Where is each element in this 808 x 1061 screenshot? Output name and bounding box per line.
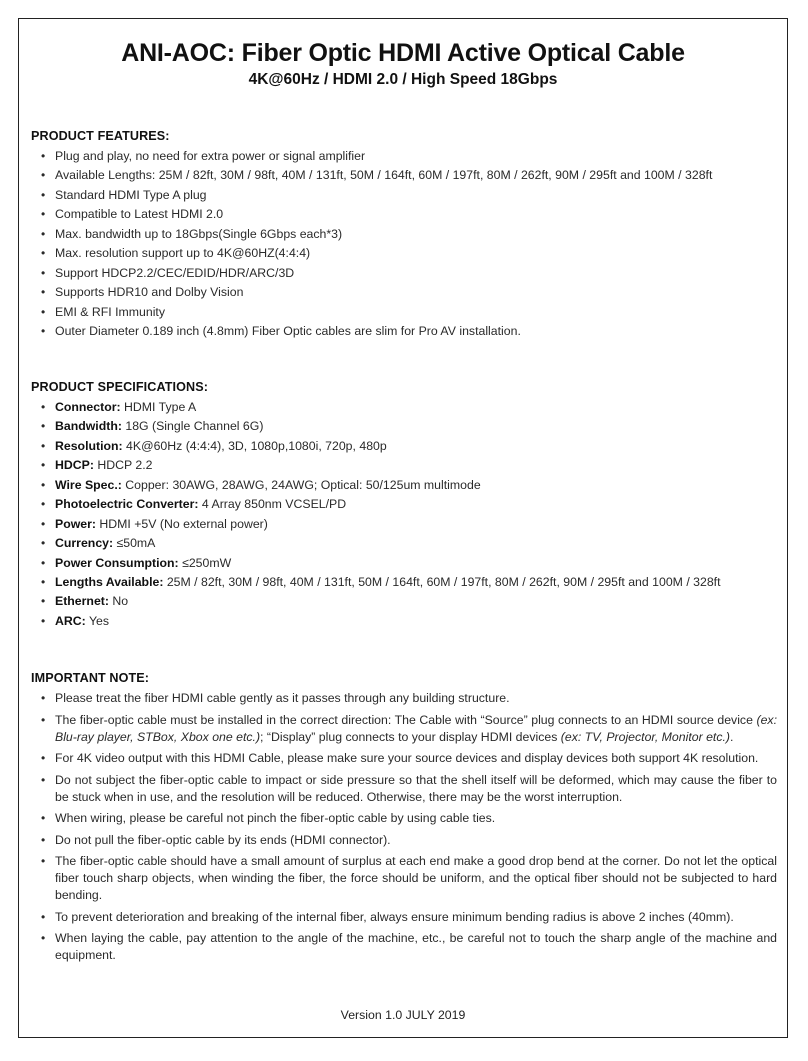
specs-section: [31, 380, 777, 632]
spec-item: [31, 496, 777, 513]
page-title: ANI-AOC: Fiber Optic HDMI Active Optical Cable: [121, 39, 685, 67]
feature-item: • Standard HDMI Type A plug: [31, 187, 777, 204]
spec-value: Copper: 30AWG, 28AWG, 24AWG; Optical: 50/125um multimode: [121, 477, 481, 492]
spec-value: No: [108, 594, 129, 609]
spec-item: [31, 516, 777, 533]
spec-value: 4K@60Hz (4:4:4), 3D, 1080p,1080i, 720p, 480p: [122, 438, 387, 453]
features-section: [31, 129, 777, 342]
spec-value: HDCP 2.2: [93, 458, 153, 473]
spec-label: Connector:: [55, 400, 121, 414]
feature-item: • Plug and play, no need for extra power or signal amplifier: [31, 148, 777, 165]
note-item: • When wiring, please be careful not pinch the fiber-optic cable by using cable ties.: [31, 810, 777, 827]
spec-item: [31, 399, 777, 416]
specs-heading: PRODUCT SPECIFICATIONS:: [31, 380, 208, 394]
spec-label: Lengths Available:: [55, 574, 164, 589]
page-frame: [18, 18, 788, 1038]
spec-value: HDMI Type A: [120, 400, 197, 414]
feature-item: • Outer Diameter 0.189 inch (4.8mm) Fiber Optic cables are slim for Pro AV installation.: [31, 323, 777, 340]
spec-value: 4 Array 850nm VCSEL/PD: [198, 497, 347, 512]
note-item: • The fiber-optic cable should have a small amount of surplus at each end make a good drop bend at the corner. Do not let the optical fiber touch sharp objects, when winding the fiber, the force should be uniform, and the optical fiber should not be subjected to hard bending.: [31, 853, 777, 904]
note-item: • When laying the cable, pay attention to the angle of the machine, etc., be careful not to touch the sharp angle of the machine and equipment.: [31, 930, 777, 964]
spec-value: 25M / 82ft, 30M / 98ft, 40M / 131ft, 50M / 164ft, 60M / 197ft, 80M / 262ft, 90M / 295ft and 100M / 328ft: [163, 574, 721, 589]
spec-item: [31, 477, 777, 494]
spec-item: [31, 555, 777, 572]
spec-item: [31, 457, 777, 474]
notes-section: [31, 671, 777, 969]
spec-label: HDCP:: [55, 458, 94, 473]
spec-item: [31, 438, 777, 455]
spec-label: Power Consumption:: [55, 555, 179, 570]
notes-list: [31, 690, 777, 964]
spec-value: ≤50mA: [113, 536, 156, 551]
feature-item: • Support HDCP2.2/CEC/EDID/HDR/ARC/3D: [31, 265, 777, 282]
spec-label: Resolution:: [55, 438, 123, 453]
feature-item: • EMI & RFI Immunity: [31, 304, 777, 321]
note-example-display: (ex: TV, Projector, Monitor etc.): [560, 729, 731, 744]
note-item: • To prevent deterioration and breaking of the internal fiber, always ensure minimum bending radius is above 2 inches (40mm).: [31, 909, 777, 926]
note-example-source: (ex: Blu-ray player, STBox, Xbox one etc.): [55, 712, 777, 744]
spec-label: Currency:: [55, 536, 114, 551]
version-footer: Version 1.0 JULY 2019: [340, 1008, 466, 1022]
note-item: • Do not subject the fiber-optic cable to impact or side pressure so that the shell itself will be deformed, which may cause the fiber to be stuck when in use, and the resolution will be reduced. Otherwise, there may be the worst interruption.: [31, 772, 777, 806]
features-list: [31, 148, 777, 340]
spec-item: [31, 593, 777, 610]
spec-label: Ethernet:: [55, 594, 109, 609]
page-subtitle: 4K@60Hz / HDMI 2.0 / High Speed 18Gbps: [248, 71, 558, 88]
note-item: • Please treat the fiber HDMI cable gently as it passes through any building structure.: [31, 690, 777, 707]
spec-value: Yes: [85, 613, 110, 628]
note-item: • For 4K video output with this HDMI Cable, please make sure your source devices and display devices both support 4K resolution.: [31, 750, 777, 767]
specs-list: [31, 399, 777, 630]
spec-label: Power:: [55, 516, 96, 531]
spec-item: [31, 613, 777, 630]
notes-heading: IMPORTANT NOTE:: [31, 671, 150, 685]
spec-value: 18G (Single Channel 6G): [121, 419, 264, 434]
spec-item: [31, 418, 777, 435]
spec-item: [31, 574, 777, 591]
features-heading: PRODUCT FEATURES:: [31, 129, 170, 143]
note-text: The fiber-optic cable must be installed in the correct direction: The Cable with “Source” plug connects to an HDMI source device: [55, 712, 757, 727]
feature-item: • Compatible to Latest HDMI 2.0: [31, 206, 777, 223]
spec-value: HDMI +5V (No external power): [96, 516, 268, 531]
spec-label: Bandwidth:: [55, 419, 122, 434]
feature-item: • Available Lengths: 25M / 82ft, 30M / 98ft, 40M / 131ft, 50M / 164ft, 60M / 197ft, 80M / 262ft, 90M / 295ft and 100M / 328ft: [31, 167, 777, 184]
feature-item: • Max. resolution support up to 4K@60HZ(4:4:4): [31, 245, 777, 262]
note-text: .: [730, 729, 734, 744]
spec-item: [31, 535, 777, 552]
feature-item: • Supports HDR10 and Dolby Vision: [31, 284, 777, 301]
feature-item: • Max. bandwidth up to 18Gbps(Single 6Gbps each*3): [31, 226, 777, 243]
spec-label: ARC:: [55, 613, 86, 628]
note-text: ; “Display” plug connects to your display HDMI devices: [260, 729, 561, 744]
spec-label: Wire Spec.:: [55, 477, 122, 492]
spec-value: ≤250mW: [178, 555, 232, 570]
note-item: [31, 712, 777, 746]
spec-label: Photoelectric Converter:: [55, 497, 199, 512]
note-item: • Do not pull the fiber-optic cable by its ends (HDMI connector).: [31, 832, 777, 849]
